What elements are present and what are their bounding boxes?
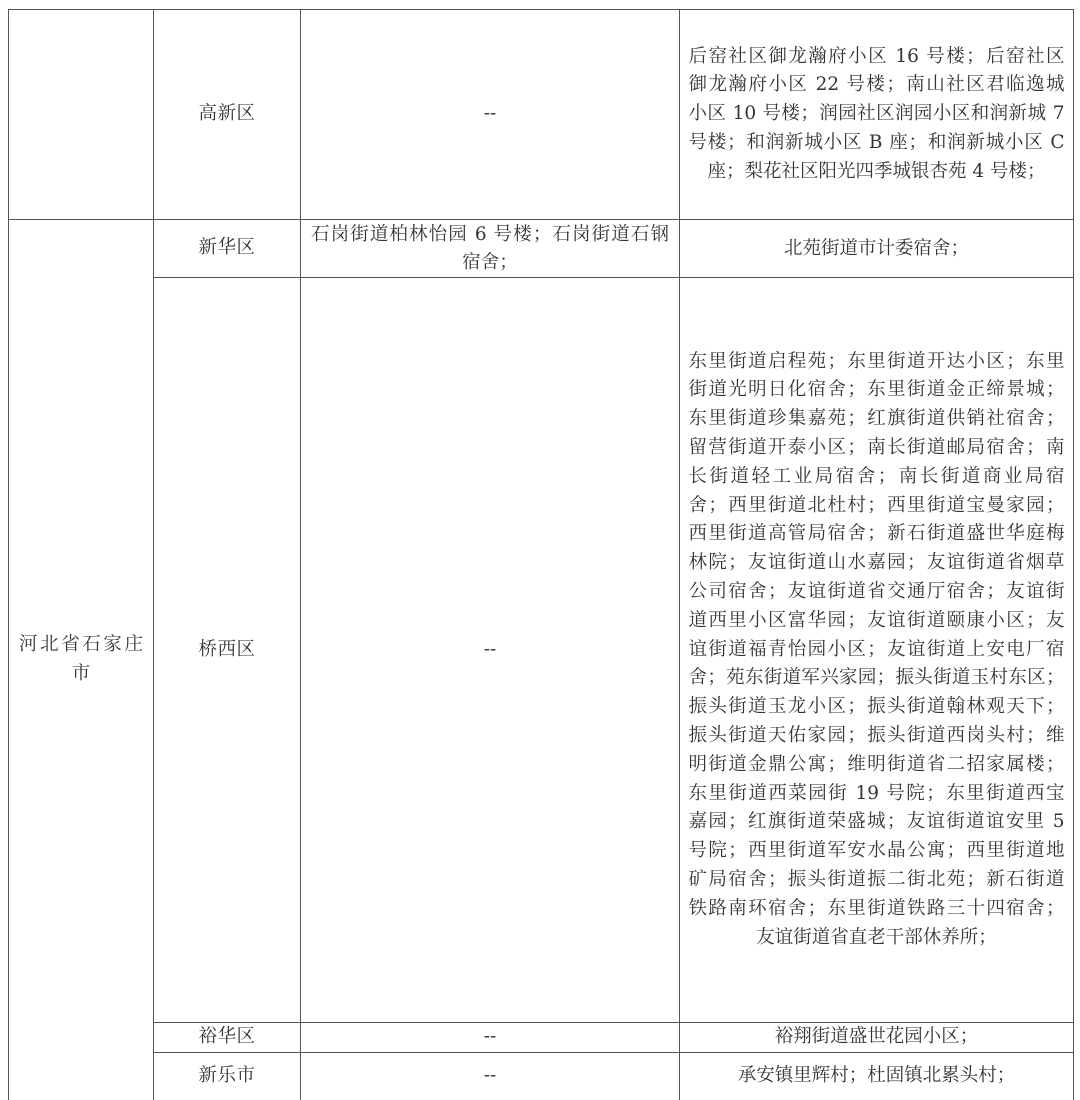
text-line: 友谊街道省直老干部休养所； xyxy=(756,926,997,948)
district-name: 新华区 xyxy=(198,237,256,259)
district-name: 高新区 xyxy=(198,103,256,125)
text-line: 嘉园；红旗街道荣盛城；友谊街道谊安里 5 xyxy=(688,811,1065,833)
text-line: 舍；苑东街道军兴家园；振头街道玉村东区； xyxy=(688,667,1065,689)
text-line: 公司宿舍；友谊街道省交通厅宿舍；友谊街 xyxy=(688,581,1065,602)
text-line: 裕翔街道盛世花园小区； xyxy=(774,1026,979,1048)
text-line: 北苑街道市计委宿舍； xyxy=(783,237,969,259)
text-line: 宿舍； xyxy=(462,251,518,273)
text-line: 林院；友谊街道山水嘉园；友谊街道省烟草 xyxy=(688,552,1065,574)
column-4-text xyxy=(689,1062,1065,1091)
text-line: 长街道轻工业局宿舍；南长街道商业局宿 xyxy=(688,465,1065,487)
column-3-cell xyxy=(301,10,680,220)
text-line: 道西里小区富华园；友谊街道颐康小区；友 xyxy=(688,609,1065,631)
text-line: 石岗街道柏林怡园 6 号楼；石岗街道石钢 xyxy=(311,223,669,245)
column-4-text xyxy=(689,348,1065,953)
column-4-cell xyxy=(680,278,1074,1023)
text-line: 承安镇里辉村；杜固镇北累头村； xyxy=(737,1065,1016,1087)
text-line: -- xyxy=(483,103,497,125)
text-line: 号楼；和润新城小区 B 座；和润新城小区 C xyxy=(688,131,1065,153)
column-4-cell xyxy=(680,220,1074,278)
text-line: 东里街道西菜园街 19 号院；东里街道西宝 xyxy=(688,782,1065,804)
text-line: 谊街道福青怡园小区；友谊街道上安电厂宿 xyxy=(688,638,1065,660)
column-3-text xyxy=(311,636,669,665)
column-3-cell xyxy=(301,278,680,1023)
column-3-cell xyxy=(301,1023,680,1053)
text-line: 后窑社区御龙瀚府小区 16 号楼；后窑社区 xyxy=(688,45,1065,67)
text-line: 小区 10 号楼；润园社区润园小区和润新城 7 xyxy=(688,103,1065,125)
text-line: 舍；西里街道北杜村；西里街道宝曼家园； xyxy=(688,494,1065,516)
text-line: 东里街道珍集嘉苑；红旗街道供销社宿舍； xyxy=(688,408,1065,430)
column-4-cell xyxy=(680,10,1074,220)
column-4-text xyxy=(689,235,1065,263)
text-line: 西里街道高管局宿舍；新石街道盛世华庭梅 xyxy=(688,523,1065,545)
text-line: 街道光明日化宿舍；东里街道金正缔景城； xyxy=(688,379,1065,401)
district-cell xyxy=(154,220,301,278)
column-3-text xyxy=(311,1062,669,1091)
column-4-text xyxy=(689,43,1065,187)
column-4-cell xyxy=(680,1023,1074,1053)
text-line: 振头街道天佑家园；振头街道西岗头村；维 xyxy=(688,724,1065,746)
text-line: 铁路南环宿舍；东里街道铁路三十四宿舍； xyxy=(688,897,1065,919)
region-cell-continued xyxy=(9,10,154,220)
region-name xyxy=(19,631,143,689)
column-3-text xyxy=(311,221,669,277)
text-line: -- xyxy=(483,638,497,660)
district-name: 裕华区 xyxy=(198,1026,256,1048)
district-cell xyxy=(154,1023,301,1053)
district-cell xyxy=(154,1053,301,1100)
text-line: 矿局宿舍；振头街道振二街北苑；新石街道 xyxy=(688,868,1065,890)
district-name: 新乐市 xyxy=(198,1065,256,1087)
district-cell xyxy=(154,10,301,220)
district-cell xyxy=(154,278,301,1023)
text-line: 东里街道启程苑；东里街道开达小区；东里 xyxy=(688,350,1065,372)
region-cell xyxy=(9,220,154,1100)
column-3-text xyxy=(311,1023,669,1052)
text-line: 留营街道开泰小区；南长街道邮局宿舍；南 xyxy=(688,437,1065,459)
residential-table xyxy=(8,9,1074,1100)
column-3-text xyxy=(311,100,669,129)
text-line: 号院；西里街道军安水晶公寓；西里街道地 xyxy=(688,840,1065,862)
column-3-cell xyxy=(301,220,680,278)
text-line: 御龙瀚府小区 22 号楼；南山社区君临逸城 xyxy=(688,74,1065,96)
column-3-cell xyxy=(301,1053,680,1100)
text-line: -- xyxy=(483,1065,497,1087)
district-name: 桥西区 xyxy=(198,638,256,660)
column-4-text xyxy=(689,1023,1065,1052)
text-line: 振头街道玉龙小区；振头街道翰林观天下； xyxy=(688,696,1065,718)
text-line: 座；梨花社区阳光四季城银杏苑 4 号楼； xyxy=(707,160,1046,182)
column-4-cell xyxy=(680,1053,1074,1100)
text-line: -- xyxy=(483,1026,497,1048)
text-line: 河北省石家庄 xyxy=(19,634,143,656)
text-line: 市 xyxy=(71,663,91,684)
text-line: 明街道金鼎公寓；维明街道省二招家属楼； xyxy=(688,753,1065,775)
